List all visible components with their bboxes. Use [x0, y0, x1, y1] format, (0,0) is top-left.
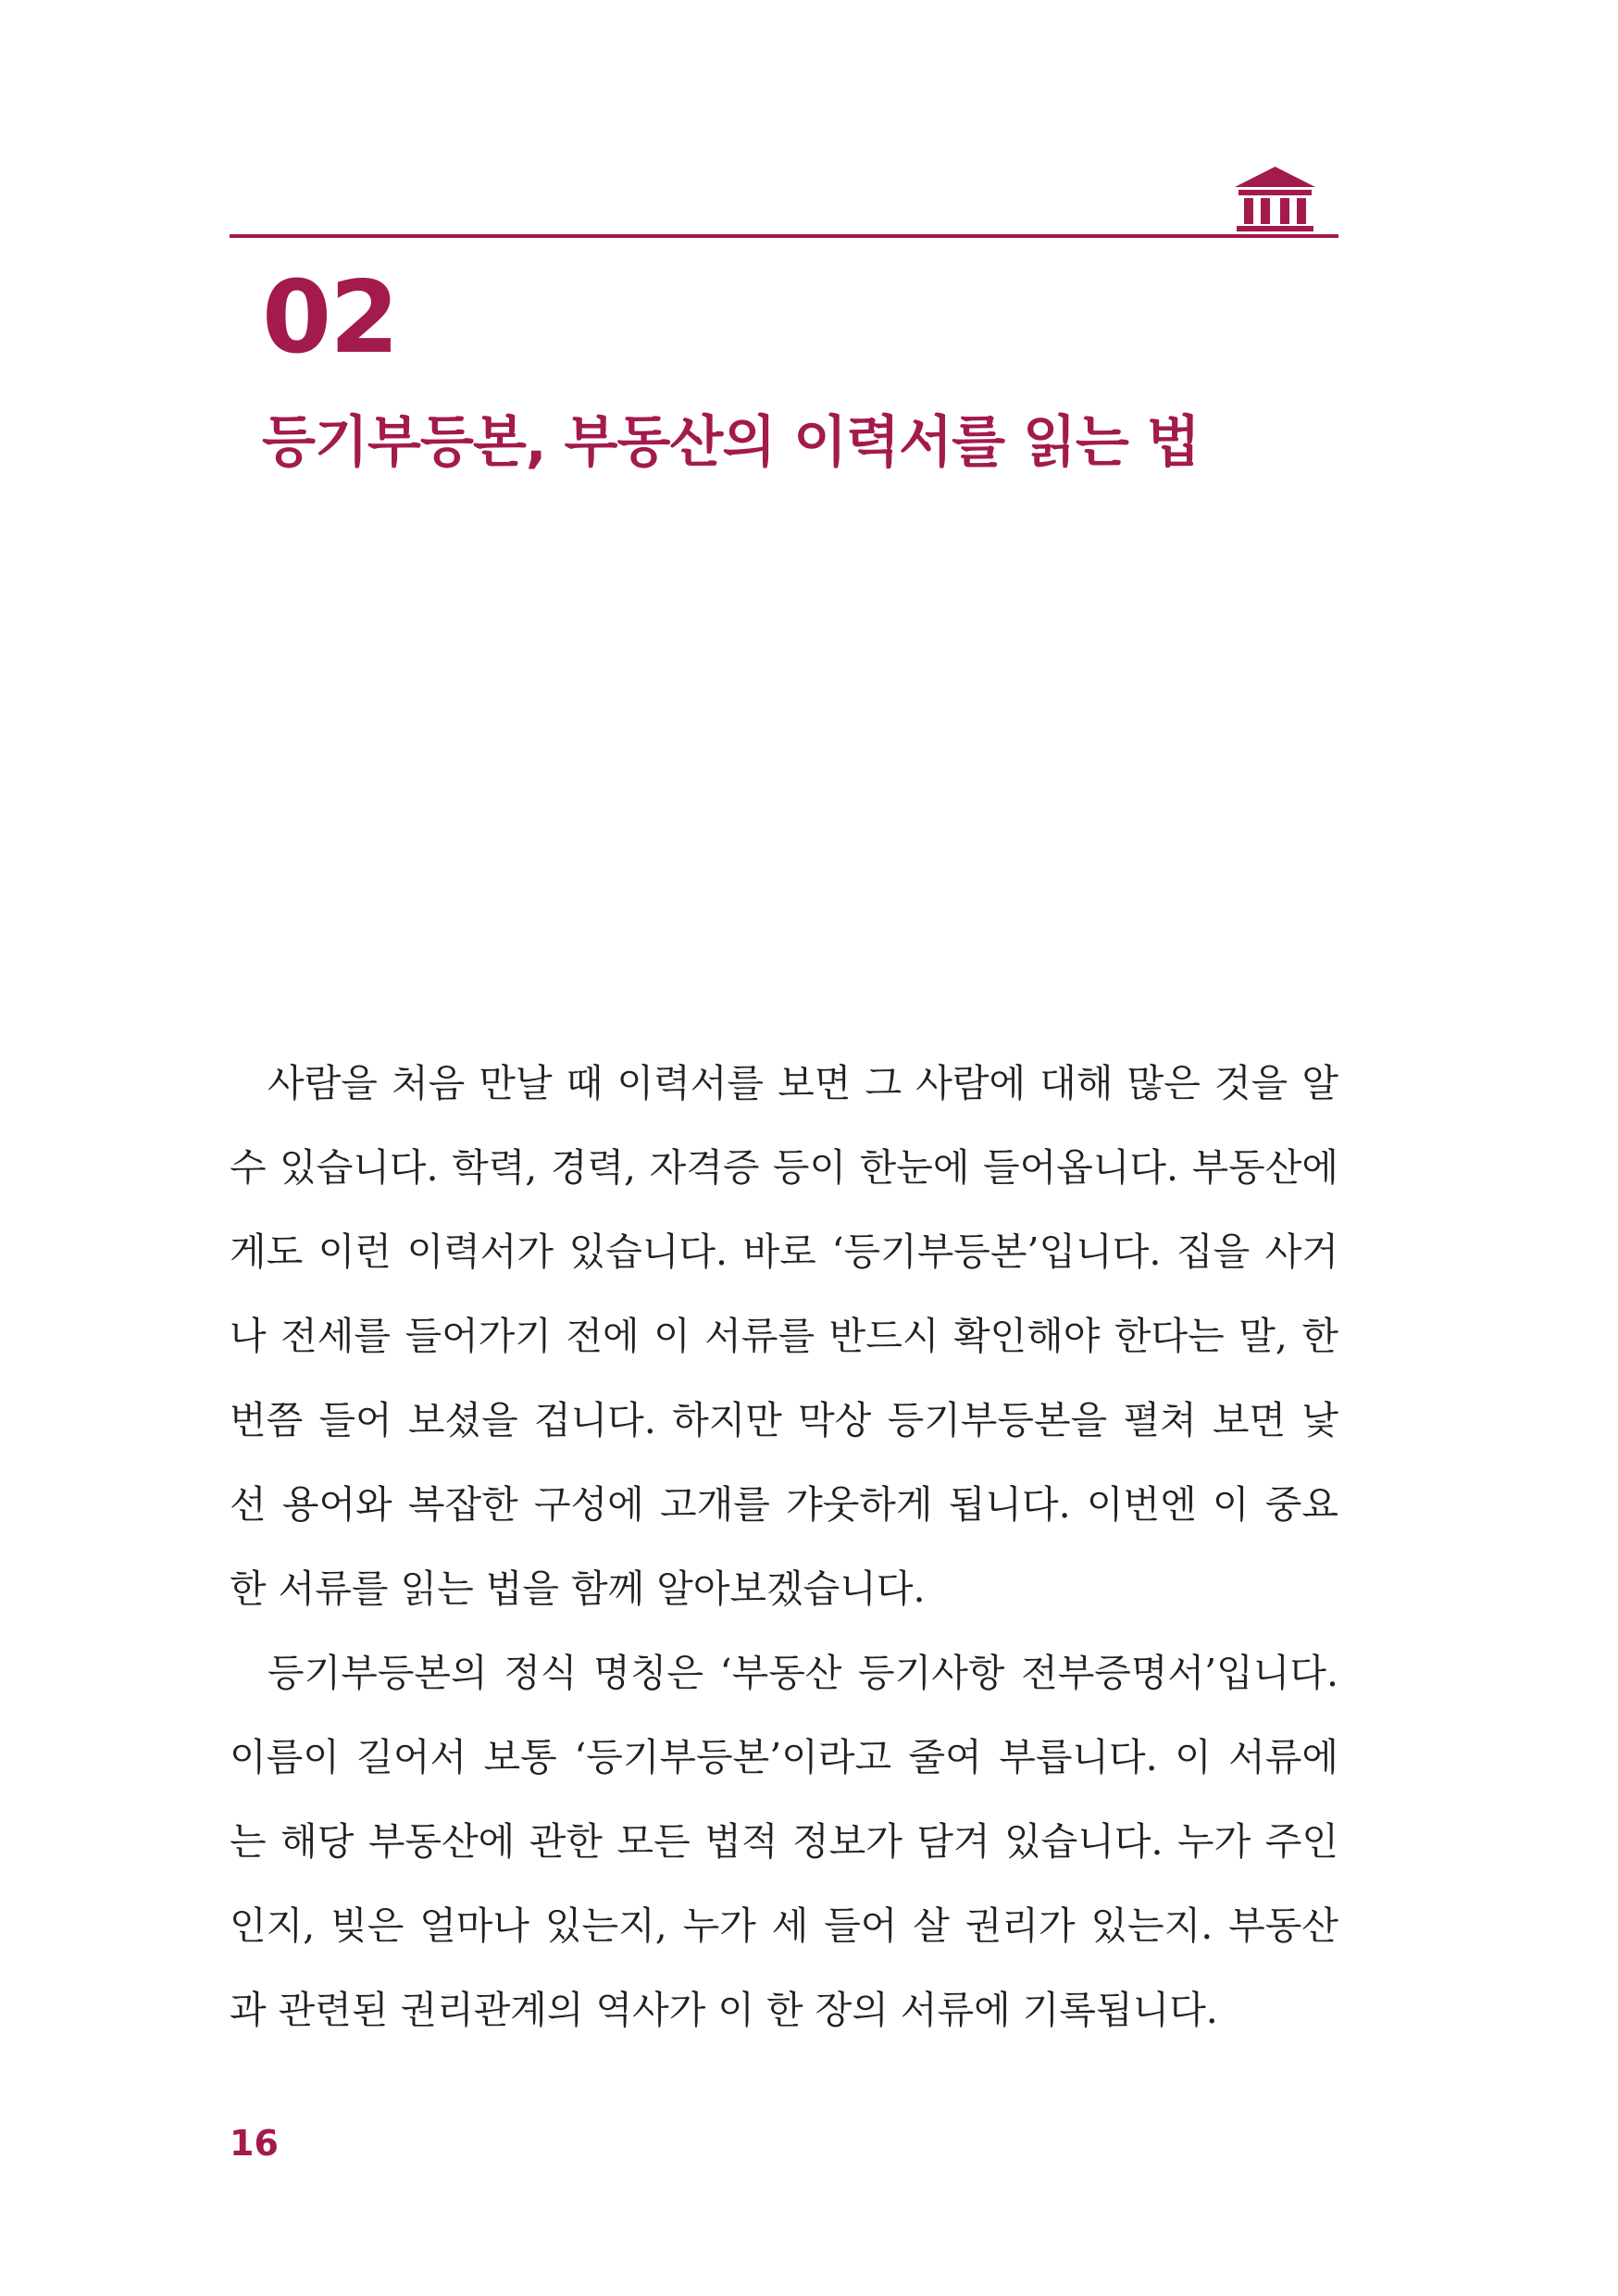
chapter-title: 등기부등본, 부동산의 이력서를 읽는 법: [262, 410, 1200, 475]
header-divider: [230, 234, 1338, 238]
chapter-number: 02: [262, 260, 398, 376]
body-paragraph: 등기부등본의 정식 명칭은 ‘부동산 등기사항 전부증명서’입니다. 이름이 길어서 보통 ‘등기부등본’이라고 줄여 부릅니다. 이 서류에는 해당 부동산에 관한 모든 법적 정보가 담겨 있습니다. 누가 주인인지, 빚은 얼마나 있는지, 누가 세 들어 살 권리가 있는지. 부동산과 관련된 권리관계의 역사가 이 한 장의 서류에 기록됩니다.: [230, 1651, 1338, 2032]
page-number: 16: [230, 2123, 279, 2164]
bank-building-icon: [1231, 165, 1319, 237]
body-text: [230, 1042, 1338, 2053]
body-paragraph: 사람을 처음 만날 때 이력서를 보면 그 사람에 대해 많은 것을 알 수 있습니다. 학력, 경력, 자격증 등이 한눈에 들어옵니다. 부동산에게도 이런 이력서가 있습니다. 바로 ‘등기부등본’입니다. 집을 사거나 전세를 들어가기 전에 이 서류를 반드시 확인해야 한다는 말, 한 번쯤 들어 보셨을 겁니다. 하지만 막상 등기부등본을 펼쳐 보면 낯선 용어와 복잡한 구성에 고개를 갸웃하게 됩니다. 이번엔 이 중요한 서류를 읽는 법을 함께 알아보겠습니다.: [230, 1061, 1338, 1611]
